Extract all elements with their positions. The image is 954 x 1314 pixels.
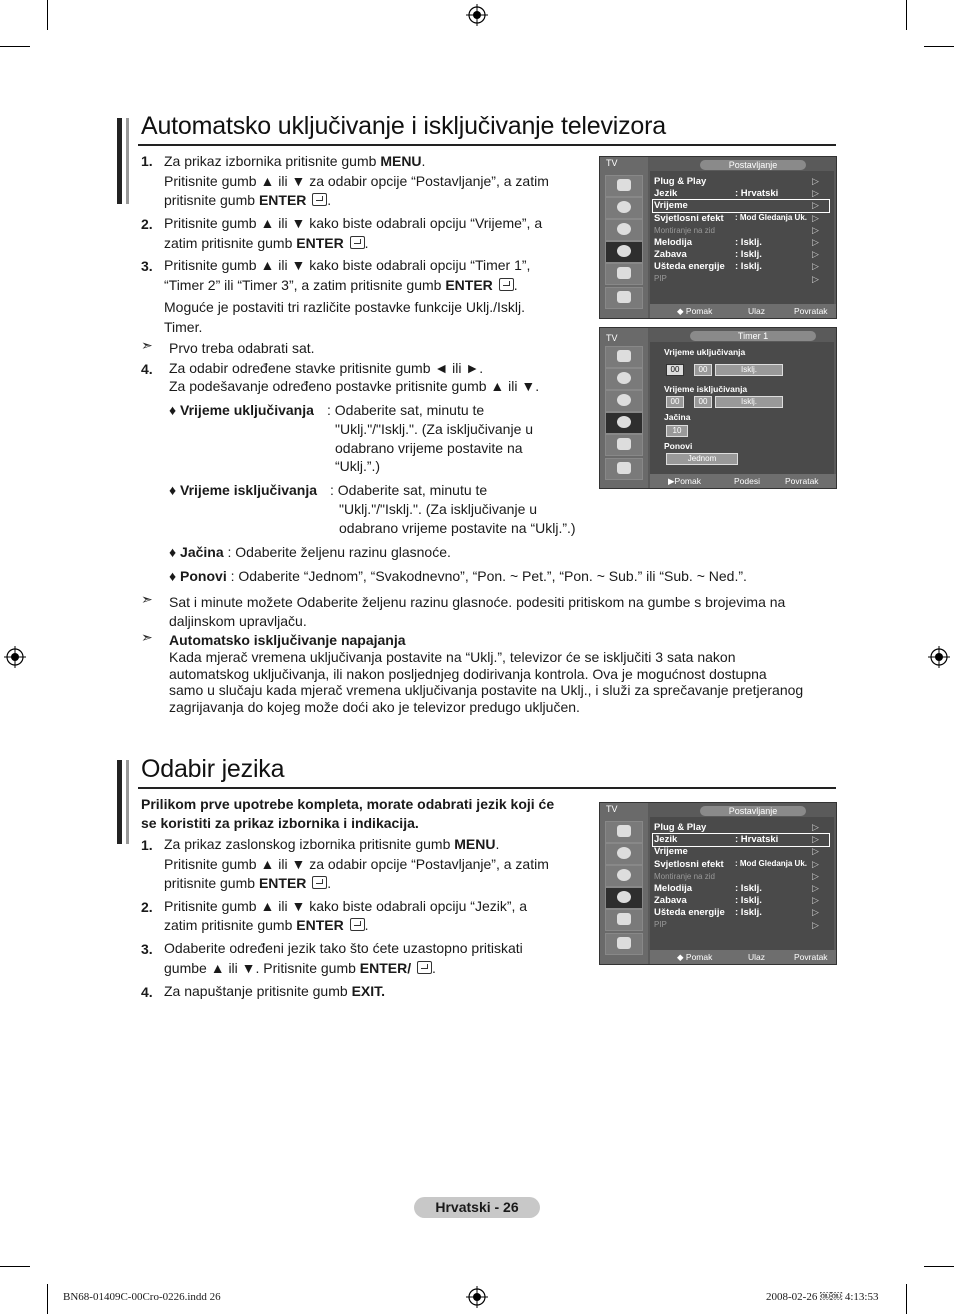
note-text: Kada mjerač vremena uključivanja postavite na “Uklj.”, televizor će se isključiti 3 sata nakon: [169, 649, 736, 665]
crop-mark: [924, 1266, 954, 1267]
step-text: zatim pritisnite gumb ENTER .: [164, 235, 369, 251]
move-hint: ◆ Pomak: [677, 306, 713, 316]
enter-icon: [312, 193, 327, 206]
chevron-right-icon: ▷: [812, 859, 819, 869]
step-text: Za prikaz izbornika pritisnite gumb MENU.: [164, 153, 426, 169]
registration-mark-icon: [466, 1286, 488, 1308]
enter-icon: [499, 278, 514, 291]
step-number: 1.: [141, 153, 153, 169]
osd-value: : Isklj.: [735, 237, 762, 248]
move-hint: ◆ Pomak: [677, 952, 713, 962]
input-icon: [605, 263, 643, 285]
note-text: samo u slučaju kada mjerač vremena uključivanja postavite na Uklj., i služi za sprečavanje pretjeranog: [169, 682, 804, 698]
option-label: ♦ Ponovi : Odaberite “Jednom”, “Svakodnevno”, “Pon. ~ Pet.”, “Pon. ~ Sub.” ili “Sub. ~ Ned.”.: [169, 568, 747, 584]
step-number: 4.: [141, 984, 153, 1000]
chevron-right-icon: ▷: [812, 274, 819, 284]
note-text: automatskog uključivanja, ili nakon posljednjeg dodirivanja kontrola. Ova je mogućnost dostupna: [169, 666, 767, 682]
step-text: Za prikaz zaslonskog izbornika pritisnite gumb MENU.: [164, 836, 500, 852]
sound-icon: [605, 197, 643, 219]
option-text: : Odaberite sat, minutu te: [327, 402, 485, 418]
osd-item: Plug & Play: [654, 822, 707, 833]
registration-mark-icon: [4, 646, 26, 668]
crop-mark: [906, 1284, 907, 1314]
chevron-right-icon: ▷: [812, 237, 819, 247]
volume-label: Jačina: [664, 412, 691, 422]
channel-icon: [605, 865, 643, 887]
step-text: Pritisnite gumb ▲ ili ▼ za odabir opcije “Postavljanje”, a zatim: [164, 856, 549, 872]
chevron-right-icon: ▷: [812, 822, 819, 832]
return-hint: Povratak: [794, 306, 828, 316]
minute-field[interactable]: 00: [694, 396, 712, 408]
crop-mark: [47, 0, 48, 30]
repeat-field[interactable]: Jednom: [666, 453, 738, 465]
title-bar: [126, 118, 129, 204]
enter-hint: Ulaz: [748, 952, 766, 962]
osd-header: Postavljanje: [700, 806, 806, 816]
osd-item: Zabava: [654, 249, 687, 260]
crop-mark: [47, 1284, 48, 1314]
osd-item: Svjetlosni efekt: [654, 213, 724, 224]
enter-icon: [350, 918, 365, 931]
osd-item: Vrijeme: [654, 846, 688, 857]
application-icon: [605, 933, 643, 955]
step-text: Pritisnite gumb ▲ ili ▼ kako biste odabrali opciju “Vrijeme”, a: [164, 215, 543, 231]
osd-item: Ušteda energije: [654, 907, 725, 918]
option-label: ♦ Vrijeme uključivanja: [169, 402, 314, 418]
osd-footer: [650, 474, 836, 488]
osd-timer-menu: [599, 327, 837, 489]
sound-icon: [605, 843, 643, 865]
option-text: "Uklj."/"Isklj.". (Za isključivanje u: [339, 501, 538, 517]
chevron-right-icon: ▷: [812, 261, 819, 271]
title-rule: [138, 144, 836, 146]
option-label: ♦ Jačina : Odaberite željenu razinu glasnoće.: [169, 544, 451, 560]
section-title: Odabir jezika: [141, 755, 285, 783]
osd-item: Ušteda energije: [654, 261, 725, 272]
intro-text: Prilikom prve upotrebe kompleta, morate odabrati jezik koji će: [141, 796, 555, 812]
osd-language-menu: [599, 802, 837, 965]
chevron-right-icon: ▷: [812, 834, 819, 844]
osd-header: Timer 1: [690, 331, 816, 341]
enter-icon: [417, 961, 432, 974]
title-bar: [126, 760, 129, 844]
note-text: zagrijavanja do kojeg može doći ako je televizor predugo uključen.: [169, 699, 580, 715]
osd-item: Montiranje na zid: [654, 226, 715, 235]
step-text: Pritisnite gumb ▲ ili ▼ za odabir opcije “Postavljanje”, a zatim: [164, 173, 549, 189]
step-number: 3.: [141, 941, 153, 957]
step-number: 2.: [141, 216, 153, 232]
osd-value: : Hrvatski: [735, 188, 779, 199]
osd-value: : Isklj.: [735, 895, 762, 906]
osd-value: : Isklj.: [735, 883, 762, 894]
crop-mark: [906, 0, 907, 30]
enter-hint: Ulaz: [748, 306, 766, 316]
step-text: zatim pritisnite gumb ENTER .: [164, 917, 369, 933]
option-text: : Odaberite sat, minutu te: [330, 482, 488, 498]
step-text: Za podešavanje određeno postavke pritisnite gumb ▲ ili ▼.: [169, 378, 540, 394]
chevron-right-icon: ▷: [812, 920, 819, 930]
note-text: Sat i minute možete Odaberite željenu razinu glasnoće. podesiti pritiskom na gumbe s brojevima na: [169, 594, 786, 610]
print-footer-right: 2008-02-26 ￼￼ 4:13:53: [766, 1291, 879, 1303]
option-label: ♦ Vrijeme isključivanja: [169, 482, 318, 498]
registration-mark-icon: [466, 4, 488, 26]
osd-value: : Mod Gledanja Uk.: [735, 213, 808, 222]
page-number: Hrvatski - 26: [414, 1197, 540, 1218]
osd-item: Jezik: [654, 834, 678, 845]
return-hint: Povratak: [794, 952, 828, 962]
channel-icon: [605, 390, 643, 412]
osd-item: Vrijeme: [654, 200, 688, 211]
osd-tv-label: TV: [606, 333, 618, 343]
title-bar: [117, 760, 122, 844]
hour-field[interactable]: 00: [666, 364, 684, 376]
channel-icon: [605, 219, 643, 241]
osd-item: Zabava: [654, 895, 687, 906]
osd-header: Postavljanje: [700, 160, 806, 170]
section-title: Automatsko uključivanje i isključivanje televizora: [141, 112, 666, 140]
chevron-right-icon: ▷: [812, 213, 819, 223]
step-text: pritisnite gumb ENTER .: [164, 192, 332, 208]
option-text: "Uklj."/"Isklj.". (Za isključivanje u: [335, 421, 534, 437]
chevron-right-icon: ▷: [812, 871, 819, 881]
osd-footer: [650, 304, 836, 318]
chevron-right-icon: ▷: [812, 225, 819, 235]
setup-gear-icon: [605, 412, 643, 434]
option-text: “Uklj.”.): [335, 458, 381, 474]
step-text: Odaberite određeni jezik tako što ćete uzastopno pritiskati: [164, 940, 523, 956]
chevron-right-icon: ▷: [812, 907, 819, 917]
osd-item: Melodija: [654, 237, 693, 248]
step-text: Timer.: [164, 319, 203, 335]
step-text: Moguće je postaviti tri različite postavke funkcije Uklj./Isklj.: [164, 299, 526, 315]
step-text: Za odabir određene stavke pritisnite gumb ◄ ili ►.: [169, 360, 484, 376]
osd-value: : Isklj.: [735, 261, 762, 272]
chevron-right-icon: ▷: [812, 188, 819, 198]
osd-tv-label: TV: [606, 158, 618, 168]
osd-tv-label: TV: [606, 804, 618, 814]
chevron-right-icon: ▷: [812, 883, 819, 893]
osd-item: Svjetlosni efekt: [654, 859, 724, 870]
application-icon: [605, 458, 643, 480]
setup-gear-icon: [605, 887, 643, 909]
adjust-hint: Podesi: [734, 476, 760, 486]
input-icon: [605, 909, 643, 931]
crop-mark: [924, 46, 954, 47]
move-hint: ▶Pomak: [668, 476, 701, 486]
note-text: daljinskom upravljaču.: [169, 613, 307, 629]
osd-value: : Isklj.: [735, 907, 762, 918]
note-arrow-icon: ➣: [141, 337, 153, 353]
note-text: Prvo treba odabrati sat.: [169, 340, 315, 356]
return-hint: Povratak: [785, 476, 819, 486]
chevron-right-icon: ▷: [812, 846, 819, 856]
chevron-right-icon: ▷: [812, 200, 819, 210]
step-text: gumbe ▲ ili ▼. Pritisnite gumb ENTER/ .: [164, 960, 436, 976]
osd-item: Montiranje na zid: [654, 872, 715, 881]
sound-icon: [605, 368, 643, 390]
note-arrow-icon: ➣: [141, 591, 153, 607]
step-number: 1.: [141, 837, 153, 853]
registration-mark-icon: [928, 646, 950, 668]
picture-icon: [605, 346, 643, 368]
osd-item: PIP: [654, 920, 667, 929]
title-bar: [117, 118, 122, 204]
osd-item: PIP: [654, 274, 667, 283]
crop-mark: [0, 1266, 30, 1267]
enter-icon: [350, 236, 365, 249]
osd-item: Plug & Play: [654, 176, 707, 187]
option-text: odabrano vrijeme postavite na “Uklj.”.): [339, 520, 576, 536]
chevron-right-icon: ▷: [812, 176, 819, 186]
hour-field[interactable]: 00: [666, 396, 684, 408]
picture-icon: [605, 821, 643, 843]
osd-setup-menu: [599, 156, 837, 319]
osd-value: : Mod Gledanja Uk.: [735, 859, 808, 868]
osd-footer: [650, 950, 836, 964]
step-text: “Timer 2” ili “Timer 3”, a zatim pritisnite gumb ENTER .: [164, 277, 518, 293]
print-footer-left: BN68-01409C-00Cro-0226.indd 26: [63, 1291, 221, 1303]
intro-text: se koristiti za prikaz izbornika i indikacija.: [141, 815, 419, 831]
enter-icon: [312, 876, 327, 889]
step-text: Pritisnite gumb ▲ ili ▼ kako biste odabrali opciju “Jezik”, a: [164, 898, 528, 914]
on-off-field[interactable]: Isklj.: [715, 396, 783, 408]
setup-gear-icon: [605, 241, 643, 263]
application-icon: [605, 287, 643, 309]
note-arrow-icon: ➣: [141, 629, 153, 645]
on-off-field[interactable]: Isklj.: [715, 364, 783, 376]
picture-icon: [605, 175, 643, 197]
input-icon: [605, 434, 643, 456]
timer-off-label: Vrijeme isključivanja: [664, 384, 748, 394]
title-rule: [138, 787, 836, 789]
step-text: Za napuštanje pritisnite gumb EXIT.: [164, 983, 386, 999]
crop-mark: [0, 46, 30, 47]
step-text: Pritisnite gumb ▲ ili ▼ kako biste odabrali opciju “Timer 1”,: [164, 257, 531, 273]
repeat-label: Ponovi: [664, 441, 693, 451]
chevron-right-icon: ▷: [812, 895, 819, 905]
timer-on-label: Vrijeme uključivanja: [664, 347, 746, 357]
step-number: 4.: [141, 361, 153, 377]
osd-item: Jezik: [654, 188, 678, 199]
step-number: 2.: [141, 899, 153, 915]
minute-field[interactable]: 00: [694, 364, 712, 376]
osd-value: : Hrvatski: [735, 834, 779, 845]
step-text: pritisnite gumb ENTER .: [164, 875, 332, 891]
chevron-right-icon: ▷: [812, 249, 819, 259]
option-text: odabrano vrijeme postavite na: [335, 440, 523, 456]
osd-item: Melodija: [654, 883, 693, 894]
note-title: Automatsko isključivanje napajanja: [169, 632, 406, 648]
step-number: 3.: [141, 258, 153, 274]
osd-value: : Isklj.: [735, 249, 762, 260]
volume-field[interactable]: 10: [666, 425, 688, 437]
